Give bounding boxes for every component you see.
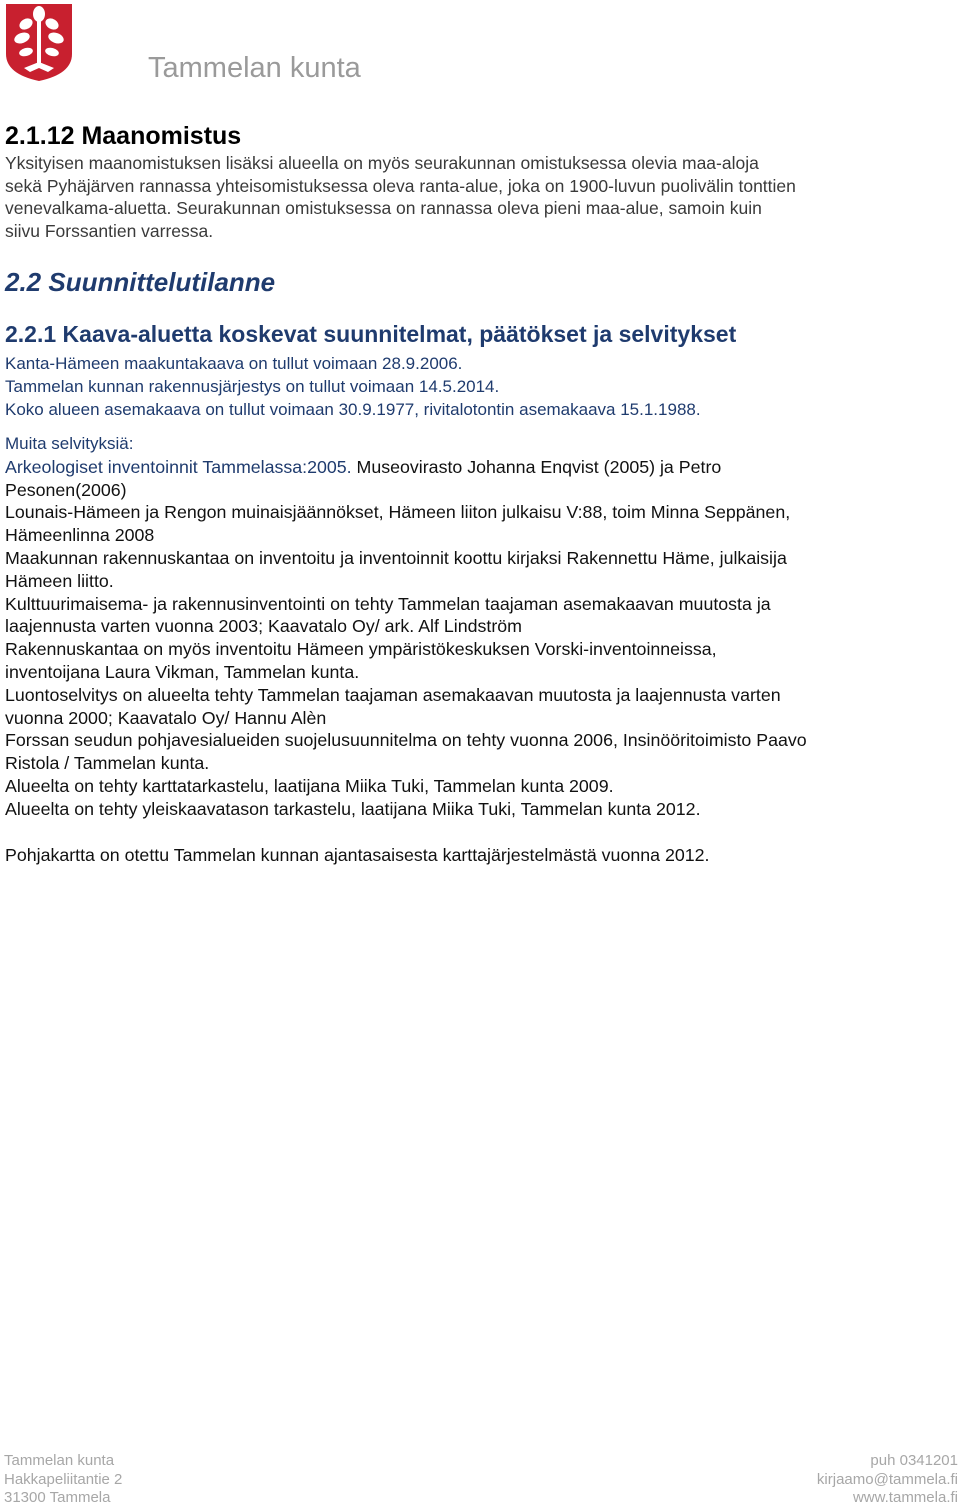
survey-line: Alueelta on tehty karttatarkastelu, laatijana Miika Tuki, Tammelan kunta 2009. xyxy=(5,775,614,796)
document-body xyxy=(5,120,955,866)
survey-line: Lounais-Hämeen ja Rengon muinaisjäännökset, Hämeen liiton julkaisu V:88, toim Minna Seppänen, xyxy=(5,502,791,523)
base-map-note xyxy=(5,844,955,867)
subsection-heading-kaava-aluetta: 2.2.1 Kaava-aluetta koskevat suunnitelmat, päätökset ja selvitykset xyxy=(5,321,737,348)
survey-line: Pesonen(2006) xyxy=(5,479,127,500)
section-heading-suunnittelutilanne: 2.2 Suunnittelutilanne xyxy=(5,267,276,298)
section-paragraph-maanomistus xyxy=(5,152,955,242)
survey-line: laajennusta varten vuonna 2003; Kaavatalo Oy/ ark. Alf Lindström xyxy=(5,616,522,637)
organization-name: Tammelan kunta xyxy=(148,52,361,84)
plan-status-line: Kanta-Hämeen maakuntakaava on tullut voimaan 28.9.2006. xyxy=(5,354,463,374)
survey-line: Alueelta on tehty yleiskaavatason tarkastelu, laatijana Miika Tuki, Tammelan kunta 2012. xyxy=(5,798,701,819)
footer-postal: 31300 Tammela xyxy=(4,1489,111,1506)
surveys-list xyxy=(5,456,955,821)
paragraph-line: siivu Forssantien varressa. xyxy=(5,220,214,241)
paragraph-line: sekä Pyhäjärven rannassa yhteisomistuksessa oleva ranta-alue, joka on 1900-luvun puolivälin tonttien xyxy=(5,175,796,196)
footer-contact xyxy=(817,1452,958,1508)
footer-website-link[interactable]: www.tammela.fi xyxy=(852,1489,958,1506)
footer-org-name: Tammelan kunta xyxy=(4,1452,115,1469)
paragraph-line: venevalkama-aluetta. Seurakunnan omistuksessa on rannassa oleva pieni maa-alue, samoin kuin xyxy=(5,198,762,219)
survey-line: Luontoselvitys on alueelta tehty Tammelan taajaman asemakaavan muutosta ja laajennusta varten xyxy=(5,684,781,705)
survey-line: inventoijana Laura Vikman, Tammelan kunta. xyxy=(5,661,360,682)
paragraph-line: Yksityisen maanomistuksen lisäksi alueella on myös seurakunnan omistuksessa olevia maa-aloja xyxy=(5,153,759,173)
plan-status-list xyxy=(5,353,955,421)
surveys-label-text: Muita selvityksiä: xyxy=(5,434,134,454)
survey-line: Ristola / Tammelan kunta. xyxy=(5,753,210,774)
footer-email-link[interactable]: kirjaamo@tammela.fi xyxy=(816,1470,958,1488)
plan-status-line: Koko alueen asemakaava on tullut voimaan 30.9.1977, rivitalotontin asemakaava 15.1.1988. xyxy=(5,399,701,419)
footer-address xyxy=(4,1452,122,1508)
base-map-note-text: Pohjakartta on otettu Tammelan kunnan ajantasaisesta karttajärjestelmästä vuonna 2012. xyxy=(5,844,710,865)
footer-phone: puh 0341201 xyxy=(870,1452,958,1469)
surveys-label xyxy=(5,433,955,456)
survey-first-part: Arkeologiset inventoinnit Tammelassa:2005. xyxy=(5,456,352,477)
footer-street: Hakkapeliitantie 2 xyxy=(4,1470,123,1488)
survey-line xyxy=(5,456,955,479)
section-heading-maanomistus: 2.1.12 Maanomistus xyxy=(5,122,242,150)
survey-line: vuonna 2000; Kaavatalo Oy/ Hannu Alèn xyxy=(5,707,327,728)
survey-line: Hämeenlinna 2008 xyxy=(5,525,155,546)
coat-of-arms-logo xyxy=(4,2,74,82)
survey-line: Forssan seudun pohjavesialueiden suojelusuunnitelma on tehty vuonna 2006, Insinööritoimisto Paavo xyxy=(5,730,807,751)
plan-status-line: Tammelan kunnan rakennusjärjestys on tullut voimaan 14.5.2014. xyxy=(5,376,500,396)
survey-first-rest: Museovirasto Johanna Enqvist (2005) ja Petro xyxy=(351,456,722,477)
survey-line: Rakennuskantaa on myös inventoitu Hämeen ympäristökeskuksen Vorski-inventoinneissa, xyxy=(5,639,717,660)
survey-line: Hämeen liitto. xyxy=(5,570,114,591)
survey-line: Maakunnan rakennuskantaa on inventoitu ja inventoinnit koottu kirjaksi Rakennettu Häme, julkaisija xyxy=(5,547,787,568)
survey-line: Kulttuurimaisema- ja rakennusinventointi on tehty Tammelan taajaman asemakaavan muutosta ja xyxy=(5,593,771,614)
